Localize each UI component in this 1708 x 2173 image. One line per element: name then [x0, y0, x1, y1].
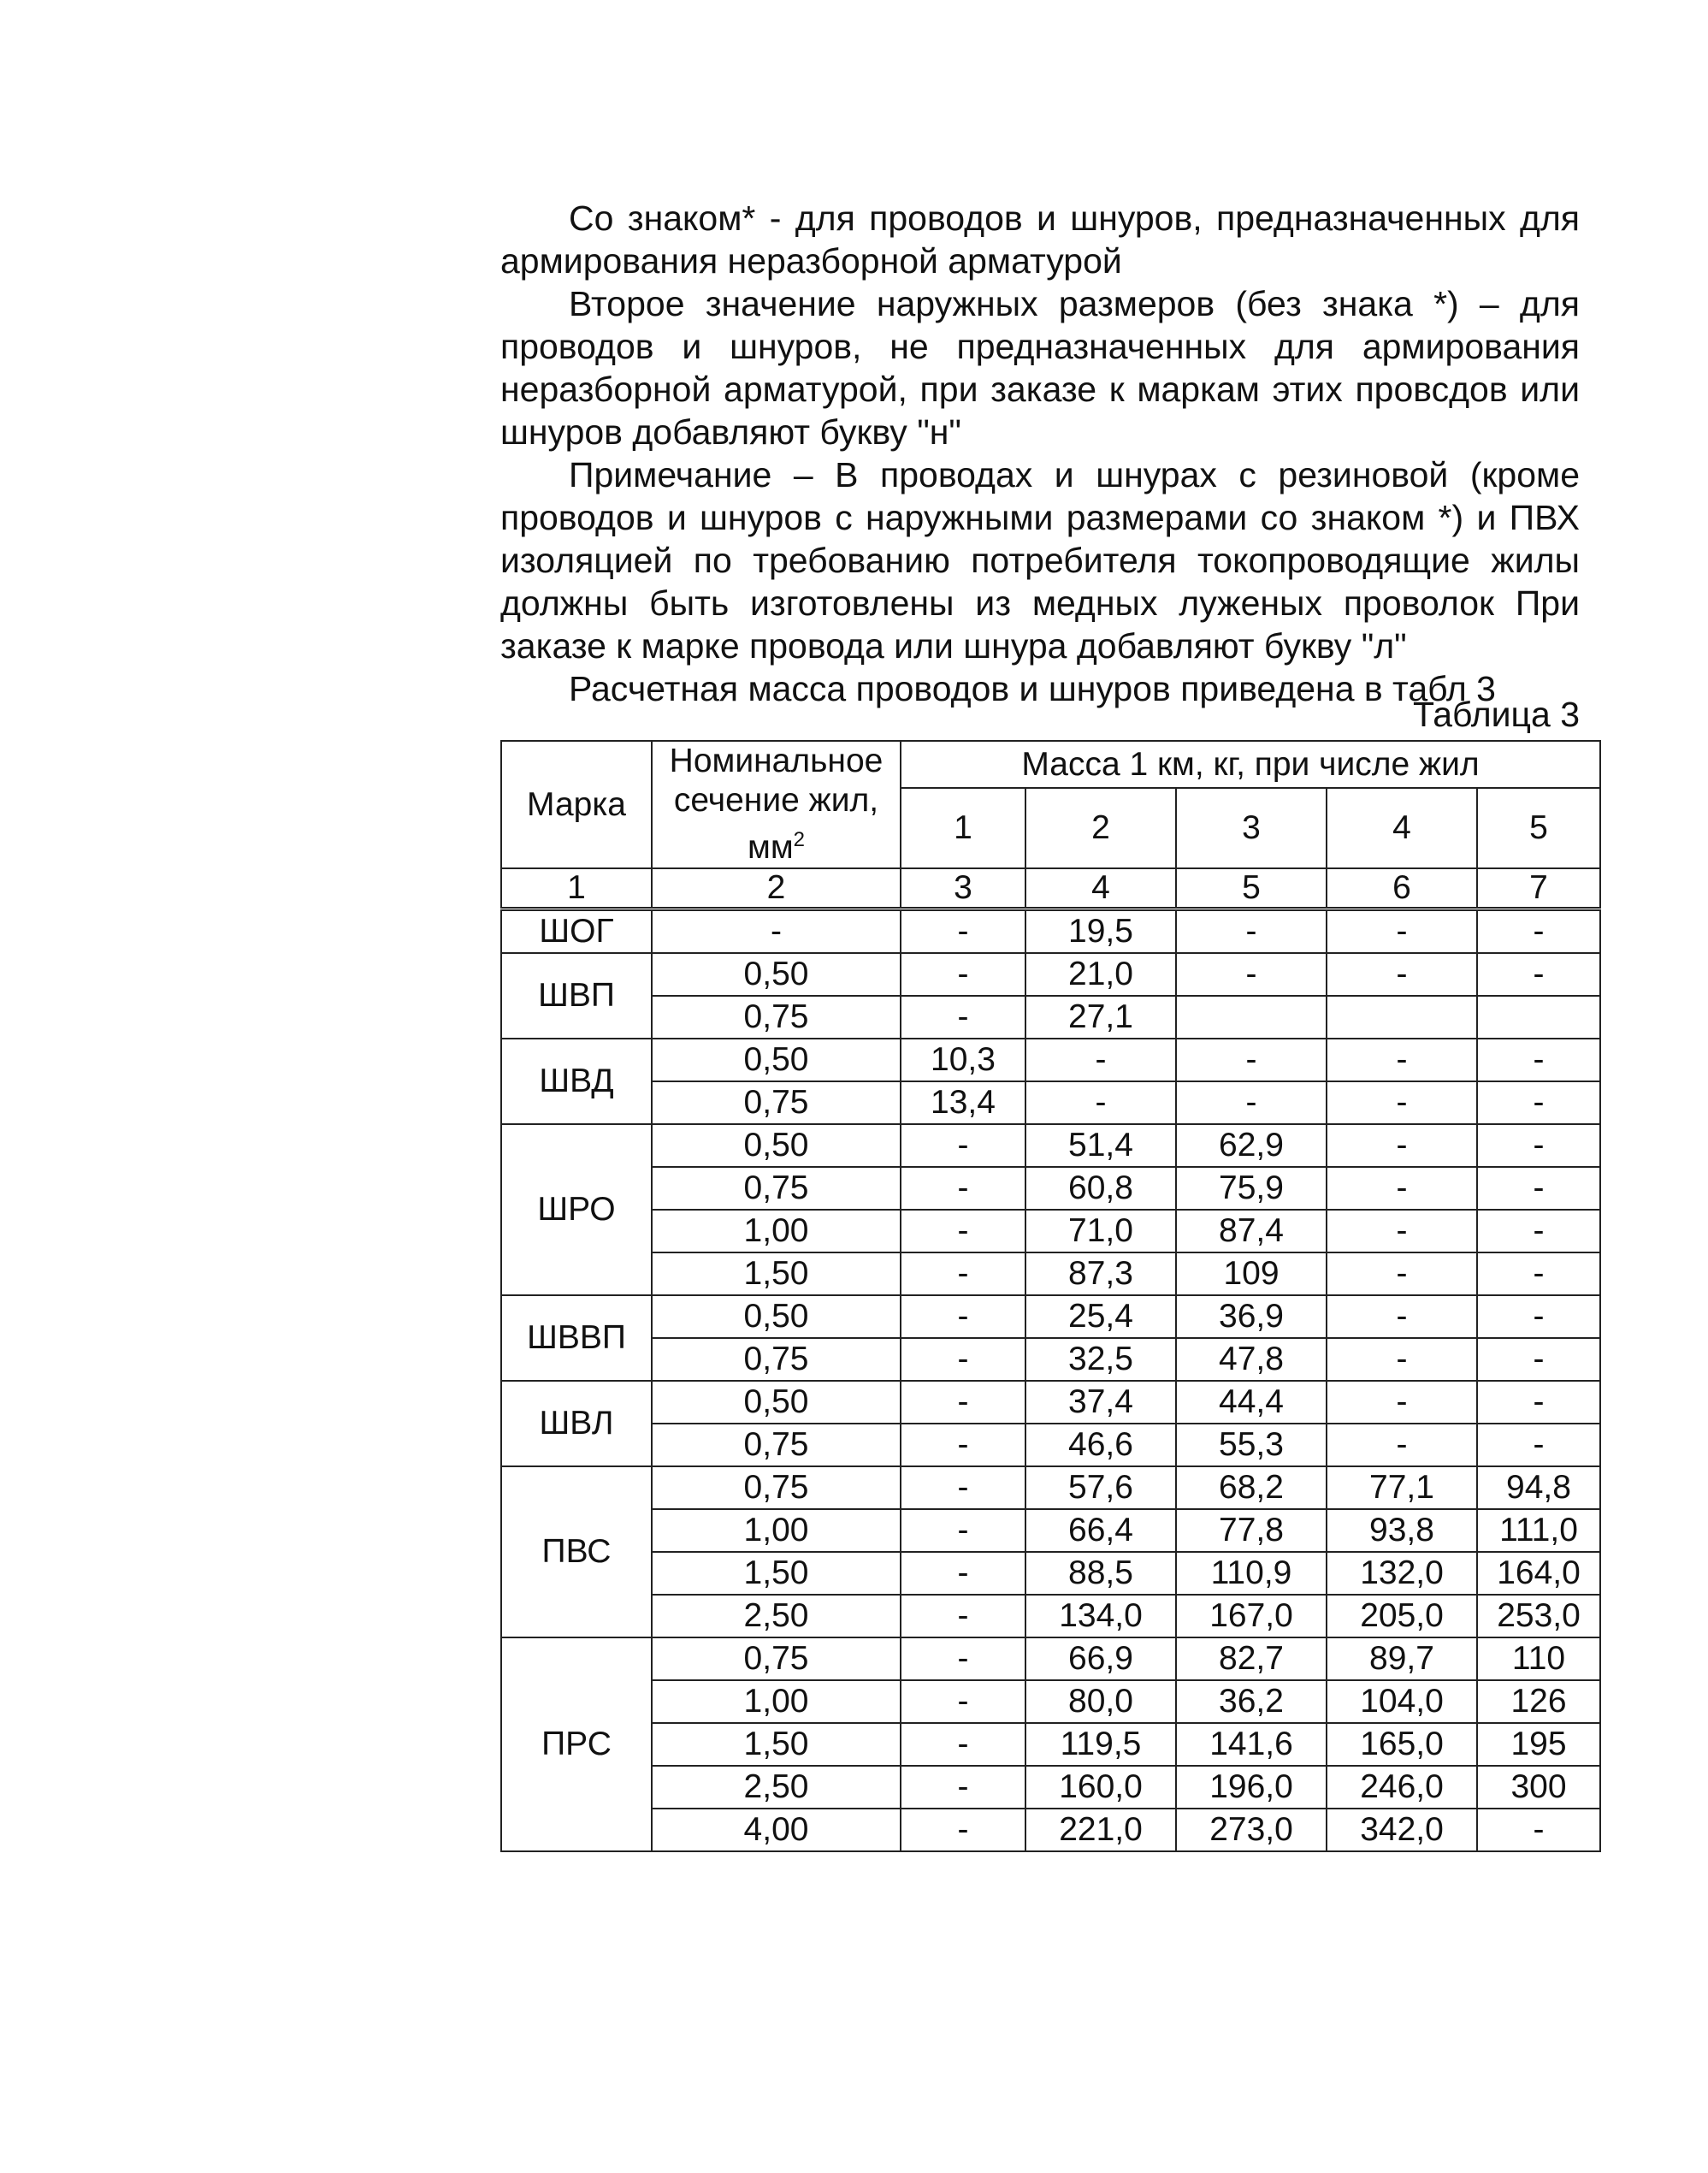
cell-mass-4-core: - — [1327, 909, 1477, 954]
cell-mass-2-core: 32,5 — [1025, 1338, 1176, 1381]
cell-mass-1-core: - — [901, 909, 1025, 954]
cell-mass-1-core: - — [901, 1424, 1025, 1466]
cell-mass-2-core: 80,0 — [1025, 1680, 1176, 1723]
header-section — [652, 741, 901, 868]
cell-mass-3-core: - — [1176, 953, 1327, 996]
header-mark: Марка — [501, 741, 652, 868]
cell-mass-2-core: 88,5 — [1025, 1552, 1176, 1595]
cell-section: - — [652, 909, 901, 954]
cell-mass-3-core: 36,9 — [1176, 1295, 1327, 1338]
cell-mass-3-core: 141,6 — [1176, 1723, 1327, 1766]
cell-section: 0,50 — [652, 1381, 901, 1424]
cell-mass-1-core: - — [901, 1210, 1025, 1252]
table-row — [501, 1424, 1600, 1466]
cell-mass-4-core: - — [1327, 1039, 1477, 1081]
cell-mark: ШРО — [501, 1124, 652, 1295]
cell-mass-3-core: - — [1176, 1039, 1327, 1081]
cell-mass-3-core: 68,2 — [1176, 1466, 1327, 1509]
cell-mass-1-core: 13,4 — [901, 1081, 1025, 1124]
cell-mass-5-core: - — [1477, 1809, 1600, 1851]
cell-section: 1,50 — [652, 1252, 901, 1295]
cell-mass-4-core: 77,1 — [1327, 1466, 1477, 1509]
header-core-2: 2 — [1025, 788, 1176, 868]
cell-mass-3-core: 44,4 — [1176, 1381, 1327, 1424]
cell-mass-4-core: - — [1327, 1252, 1477, 1295]
column-number: 4 — [1025, 868, 1176, 909]
header-core-1: 1 — [901, 788, 1025, 868]
table-row — [501, 1723, 1600, 1766]
cell-mass-2-core: 51,4 — [1025, 1124, 1176, 1167]
cell-mass-4-core: - — [1327, 1167, 1477, 1210]
cell-mass-2-core: 87,3 — [1025, 1252, 1176, 1295]
cell-mass-1-core: - — [901, 1466, 1025, 1509]
table-body — [501, 909, 1600, 1852]
cell-mass-3-core: 77,8 — [1176, 1509, 1327, 1552]
cell-mass-3-core: 36,2 — [1176, 1680, 1327, 1723]
cell-mass-3-core: 87,4 — [1176, 1210, 1327, 1252]
cell-section: 0,75 — [652, 1424, 901, 1466]
cell-section: 0,75 — [652, 1637, 901, 1680]
cell-mass-3-core: 167,0 — [1176, 1595, 1327, 1637]
table-row — [501, 1552, 1600, 1595]
cell-mass-3-core: - — [1176, 1081, 1327, 1124]
column-number: 7 — [1477, 868, 1600, 909]
cell-section: 1,00 — [652, 1680, 901, 1723]
cell-mass-5-core: - — [1477, 1081, 1600, 1124]
cell-mass-3-core: 62,9 — [1176, 1124, 1327, 1167]
cell-mass-4-core: - — [1327, 1381, 1477, 1424]
cell-mass-1-core: - — [901, 1509, 1025, 1552]
cell-mass-4-core: 93,8 — [1327, 1509, 1477, 1552]
cell-section: 0,50 — [652, 953, 901, 996]
paragraph: Со знаком* - для проводов и шнуров, предназначенных для армирования неразборной арматурой — [500, 198, 1580, 281]
cell-mass-5-core: - — [1477, 909, 1600, 954]
cell-mass-5-core: 195 — [1477, 1723, 1600, 1766]
cell-mass-2-core: 66,9 — [1025, 1637, 1176, 1680]
table-row — [501, 909, 1600, 954]
cell-mass-5-core: 110 — [1477, 1637, 1600, 1680]
cell-mass-5-core: - — [1477, 1124, 1600, 1167]
cell-mass-2-core: 66,4 — [1025, 1509, 1176, 1552]
cell-mass-3-core: 82,7 — [1176, 1637, 1327, 1680]
cell-mass-2-core: 21,0 — [1025, 953, 1176, 996]
cell-section: 4,00 — [652, 1809, 901, 1851]
cell-mass-3-core: 110,9 — [1176, 1552, 1327, 1595]
cell-mass-2-core: 60,8 — [1025, 1167, 1176, 1210]
cell-mass-4-core: - — [1327, 1338, 1477, 1381]
cell-mass-1-core: - — [901, 1595, 1025, 1637]
cell-mass-1-core: - — [901, 1338, 1025, 1381]
cell-mass-2-core: 57,6 — [1025, 1466, 1176, 1509]
table-row — [501, 1637, 1600, 1680]
cell-section: 2,50 — [652, 1766, 901, 1809]
cell-mass-5-core: 126 — [1477, 1680, 1600, 1723]
table-row — [501, 1595, 1600, 1637]
column-number: 1 — [501, 868, 652, 909]
cell-mass-1-core: - — [901, 1295, 1025, 1338]
cell-mass-5-core: - — [1477, 1338, 1600, 1381]
cell-mass-5-core: - — [1477, 1210, 1600, 1252]
column-number: 6 — [1327, 868, 1477, 909]
cell-mark: ШВД — [501, 1039, 652, 1124]
cell-mass-5-core: 253,0 — [1477, 1595, 1600, 1637]
cell-mass-3-core: 75,9 — [1176, 1167, 1327, 1210]
header-core-3: 3 — [1176, 788, 1327, 868]
table-row — [501, 1338, 1600, 1381]
cell-mass-5-core: - — [1477, 953, 1600, 996]
body-text — [500, 197, 1580, 710]
table-caption: Таблица 3 — [1413, 695, 1580, 734]
column-number: 5 — [1176, 868, 1327, 909]
cell-mass-1-core: - — [901, 1252, 1025, 1295]
table-row — [501, 1466, 1600, 1509]
cell-mass-4-core: 246,0 — [1327, 1766, 1477, 1809]
cell-mass-3-core — [1176, 996, 1327, 1039]
cell-mass-3-core: 109 — [1176, 1252, 1327, 1295]
cell-section: 2,50 — [652, 1595, 901, 1637]
cell-mark: ПВС — [501, 1466, 652, 1637]
cell-mass-4-core: - — [1327, 1424, 1477, 1466]
cell-section: 0,75 — [652, 996, 901, 1039]
cell-mass-5-core — [1477, 996, 1600, 1039]
cell-mass-4-core: 205,0 — [1327, 1595, 1477, 1637]
cell-mass-2-core: 160,0 — [1025, 1766, 1176, 1809]
cell-section: 0,50 — [652, 1295, 901, 1338]
cell-mass-4-core: 89,7 — [1327, 1637, 1477, 1680]
table-row — [501, 1039, 1600, 1081]
cell-mass-4-core: - — [1327, 1210, 1477, 1252]
cell-section: 0,75 — [652, 1081, 901, 1124]
cell-mass-2-core: 119,5 — [1025, 1723, 1176, 1766]
cell-section: 1,00 — [652, 1210, 901, 1252]
cell-mass-5-core: - — [1477, 1424, 1600, 1466]
cell-mass-2-core: 221,0 — [1025, 1809, 1176, 1851]
header-mass: Масса 1 км, кг, при числе жил — [901, 741, 1600, 788]
mass-table — [500, 740, 1601, 1852]
cell-mass-2-core: 19,5 — [1025, 909, 1176, 954]
column-number: 3 — [901, 868, 1025, 909]
cell-mass-4-core — [1327, 996, 1477, 1039]
cell-mass-1-core: - — [901, 996, 1025, 1039]
cell-mass-4-core: 104,0 — [1327, 1680, 1477, 1723]
cell-mass-1-core: - — [901, 1124, 1025, 1167]
header-section-unit-sup: 2 — [793, 828, 805, 851]
cell-section: 0,75 — [652, 1338, 901, 1381]
cell-mass-4-core: 165,0 — [1327, 1723, 1477, 1766]
cell-mass-5-core: - — [1477, 1039, 1600, 1081]
table-row — [501, 1210, 1600, 1252]
cell-mass-4-core: - — [1327, 953, 1477, 996]
cell-mass-2-core: - — [1025, 1039, 1176, 1081]
cell-mass-2-core: 27,1 — [1025, 996, 1176, 1039]
header-section-label: Номинальное сечение жил, — [669, 743, 884, 819]
cell-mass-1-core: - — [901, 1723, 1025, 1766]
cell-mass-2-core: - — [1025, 1081, 1176, 1124]
cell-mass-5-core: 300 — [1477, 1766, 1600, 1809]
table-row — [501, 1295, 1600, 1338]
cell-mass-3-core: 55,3 — [1176, 1424, 1327, 1466]
cell-mark: ШВВП — [501, 1295, 652, 1381]
cell-mass-1-core: - — [901, 953, 1025, 996]
table-row — [501, 1680, 1600, 1723]
table-row — [501, 1081, 1600, 1124]
cell-mass-4-core: - — [1327, 1081, 1477, 1124]
paragraph: Примечание – В проводах и шнурах с резиновой (кроме проводов и шнуров с наружными размерами со знаком *) и ПВХ изоляцией по требованию потребителя токопроводящие жилы должны быть изготовлены из медных луженых проволок При заказе к марке провода или шнура добавляют букву "л" — [500, 455, 1580, 666]
cell-section: 0,50 — [652, 1124, 901, 1167]
cell-mass-1-core: - — [901, 1381, 1025, 1424]
cell-mass-4-core: 132,0 — [1327, 1552, 1477, 1595]
cell-mass-5-core: 111,0 — [1477, 1509, 1600, 1552]
cell-section: 0,50 — [652, 1039, 901, 1081]
cell-mass-1-core: - — [901, 1552, 1025, 1595]
cell-section: 1,00 — [652, 1509, 901, 1552]
cell-section: 0,75 — [652, 1167, 901, 1210]
cell-mass-3-core: 196,0 — [1176, 1766, 1327, 1809]
cell-mass-1-core: - — [901, 1766, 1025, 1809]
cell-mass-1-core: 10,3 — [901, 1039, 1025, 1081]
column-number: 2 — [652, 868, 901, 909]
table-row — [501, 1766, 1600, 1809]
header-core-4: 4 — [1327, 788, 1477, 868]
table-row — [501, 1809, 1600, 1851]
cell-mass-1-core: - — [901, 1637, 1025, 1680]
cell-mass-3-core: - — [1176, 909, 1327, 954]
table-row — [501, 1252, 1600, 1295]
cell-mass-5-core: - — [1477, 1167, 1600, 1210]
table-row — [501, 1509, 1600, 1552]
cell-mass-4-core: - — [1327, 1124, 1477, 1167]
cell-mass-4-core: - — [1327, 1295, 1477, 1338]
cell-mass-2-core: 71,0 — [1025, 1210, 1176, 1252]
cell-section: 1,50 — [652, 1552, 901, 1595]
cell-mass-2-core: 134,0 — [1025, 1595, 1176, 1637]
cell-mark: ШВП — [501, 953, 652, 1039]
cell-mass-1-core: - — [901, 1809, 1025, 1851]
cell-mass-2-core: 37,4 — [1025, 1381, 1176, 1424]
paragraph: Второе значение наружных размеров (без знака *) – для проводов и шнуров, не предназначенных для армирования неразборной арматурой, при заказе к маркам этих провсдов или шнуров добавляют букву "н" — [500, 284, 1580, 452]
cell-mark: ШВЛ — [501, 1381, 652, 1466]
cell-mass-1-core: - — [901, 1680, 1025, 1723]
cell-mass-5-core: 94,8 — [1477, 1466, 1600, 1509]
cell-mark: ПРС — [501, 1637, 652, 1851]
cell-mass-5-core: 164,0 — [1477, 1552, 1600, 1595]
table-row — [501, 1381, 1600, 1424]
table-row — [501, 1124, 1600, 1167]
cell-section: 0,75 — [652, 1466, 901, 1509]
cell-mass-5-core: - — [1477, 1252, 1600, 1295]
cell-mass-5-core: - — [1477, 1381, 1600, 1424]
cell-mass-4-core: 342,0 — [1327, 1809, 1477, 1851]
table-row — [501, 1167, 1600, 1210]
cell-mass-3-core: 273,0 — [1176, 1809, 1327, 1851]
cell-mark: ШОГ — [501, 909, 652, 954]
cell-section: 1,50 — [652, 1723, 901, 1766]
cell-mass-5-core: - — [1477, 1295, 1600, 1338]
cell-mass-3-core: 47,8 — [1176, 1338, 1327, 1381]
header-core-5: 5 — [1477, 788, 1600, 868]
header-section-unit: мм — [748, 829, 794, 866]
cell-mass-1-core: - — [901, 1167, 1025, 1210]
table-row — [501, 953, 1600, 996]
cell-mass-2-core: 46,6 — [1025, 1424, 1176, 1466]
table-row — [501, 996, 1600, 1039]
paragraph: Расчетная масса проводов и шнуров приведена в табл 3 — [569, 669, 1496, 708]
cell-mass-2-core: 25,4 — [1025, 1295, 1176, 1338]
column-number-row — [501, 868, 1600, 909]
